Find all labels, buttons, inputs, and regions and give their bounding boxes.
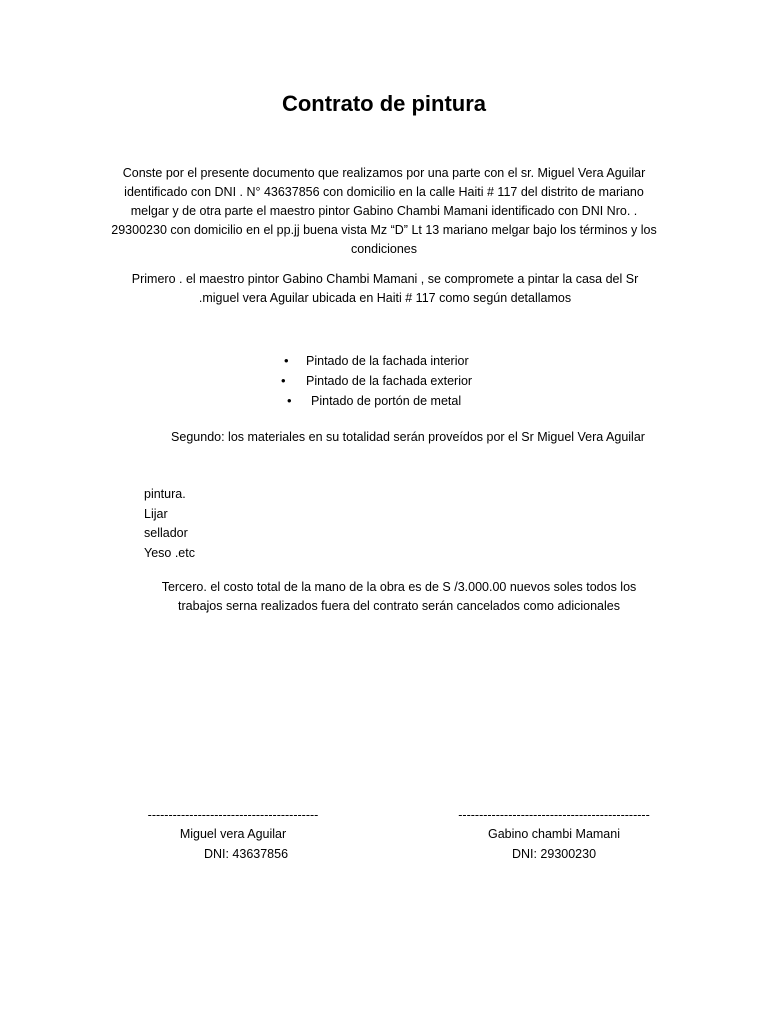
task-item: • Pintado de la fachada exterior [260,371,520,391]
intro-paragraph: Conste por el presente documento que realizamos por una parte con el sr. Miguel Vera Aguilar identificado con DNI . N° 43637856 con domicilio en la calle Haiti # 117 del distrito de mariano melgar y de otra parte el maestro pintor Gabino Chambi Mamani identificado con DNI Nro. . 29300230 con domicilio en el pp.jj buena vista Mz “D” Lt 13 mariano melgar bajo los términos y los condiciones [111,166,657,256]
signer-dni: DNI: 43637856 [203,847,289,861]
signer-name: Miguel vera Aguilar [179,827,287,841]
signature-line: ----------------------------------------- [147,808,319,822]
material-item: sellador [144,526,188,540]
signature-block-right [451,806,657,864]
material-item: pintura. [144,487,186,501]
task-list [260,351,520,411]
material-item: Lijar [144,506,168,521]
materials-list [144,485,344,563]
signer-name: Gabino chambi Mamani [487,827,620,841]
signature-block-left [140,806,326,864]
clause-primero: Primero . el maestro pintor Gabino Chambi Mamani , se compromete a pintar la casa del Sr .miguel vera Aguilar ubicada en Haiti # 117 como según detallamos [131,272,639,305]
task-item: • Pintado de portón de metal [260,391,520,411]
clause-tercero: Tercero. el costo total de la mano de la obra es de S /3.000.00 nuevos soles todos los trabajos serna realizados fuera del contrato serán cancelados como adicionales [161,580,637,613]
signature-line: ---------------------------------------------- [458,808,650,822]
document-title: Contrato de pintura [281,91,487,116]
clause-segundo: Segundo: los materiales en su totalidad serán proveídos por el Sr Miguel Vera Aguilar [171,430,645,444]
material-item: Yeso .etc [144,545,195,560]
signer-dni: DNI: 29300230 [511,847,597,861]
task-item: • Pintado de la fachada interior [260,351,520,371]
